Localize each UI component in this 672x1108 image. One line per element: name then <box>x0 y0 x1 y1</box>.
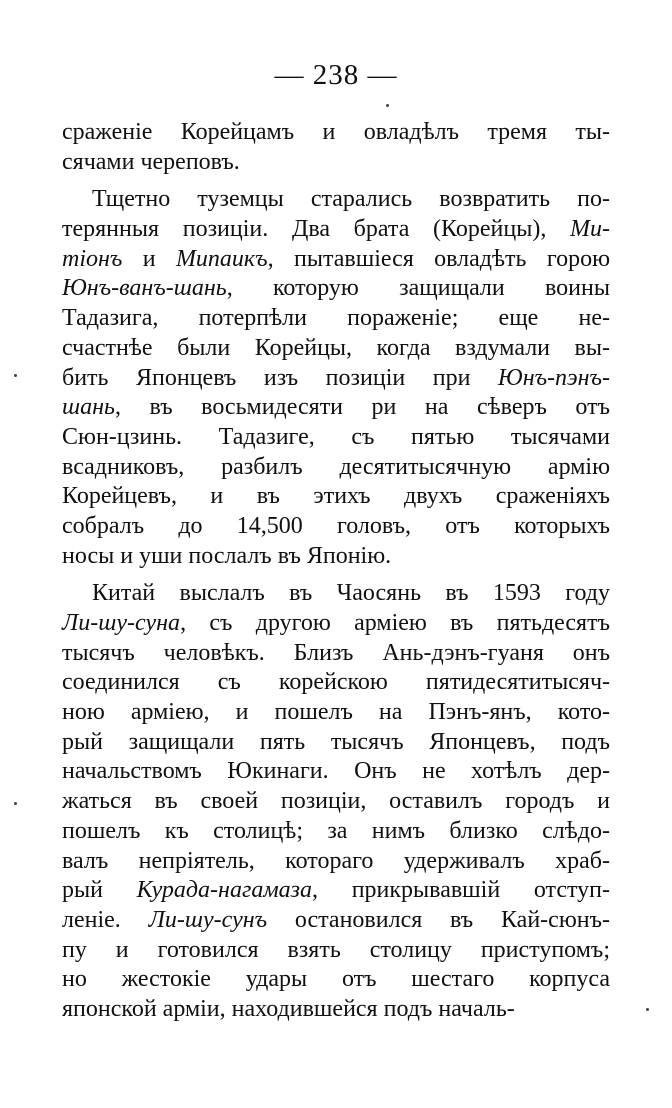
text-line <box>62 876 610 906</box>
text-segment: японской арміи, находившейся подъ началь- <box>62 995 515 1022</box>
text-segment: сячами череповъ. <box>62 148 240 175</box>
text-line <box>62 936 610 966</box>
text-segment: , прикрывавшій отступ- <box>312 877 610 904</box>
text-line <box>62 579 610 609</box>
text-segment: рый <box>62 877 137 904</box>
text-line <box>62 185 610 215</box>
italic-name: Ли-шу-суна <box>62 610 181 636</box>
text-segment: остановился въ Кай-сюнъ- <box>267 906 610 933</box>
text-segment: леніе. <box>62 906 149 933</box>
italic-name: Курада-нагамаза <box>136 877 312 904</box>
text-line <box>62 817 610 847</box>
paragraph <box>62 118 610 177</box>
print-speck <box>646 1008 649 1011</box>
italic-name: тіонъ <box>62 245 123 272</box>
text-segment: носы и уши послалъ въ Японію. <box>62 542 392 569</box>
text-segment: Сюн-цзинь. Тадазиге, съ пятью тысячами <box>62 423 610 450</box>
text-line <box>62 847 610 877</box>
text-line <box>62 334 610 364</box>
text-line <box>62 639 610 669</box>
paragraph <box>62 185 610 571</box>
text-line <box>62 698 610 728</box>
text-segment: валъ непріятель, котораго удерживалъ храб- <box>62 847 610 874</box>
italic-name: Ми- <box>570 216 610 243</box>
text-segment: терянныя позиціи. Два брата (Корейцы), <box>62 216 571 243</box>
text-line <box>62 118 610 148</box>
text-segment: Корейцевъ, и въ этихъ двухъ сраженіяхъ <box>62 483 610 510</box>
italic-name: шань <box>62 394 115 421</box>
text-segment: жаться въ своей позиціи, оставилъ городъ и <box>62 788 610 815</box>
text-segment: счастнѣе были Корейцы, когда вздумали вы- <box>62 334 610 361</box>
text-line <box>62 245 610 275</box>
text-line <box>62 609 610 639</box>
text-line <box>62 542 610 572</box>
print-speck <box>14 802 17 805</box>
text-line <box>62 757 610 787</box>
text-segment: , которую защищали воины <box>226 275 610 302</box>
text-segment: , пытавшіеся овладѣть горою <box>267 245 611 272</box>
text-segment: начальствомъ Юкинаги. Онъ не хотѣлъ дер- <box>62 758 610 785</box>
text-line <box>62 728 610 758</box>
print-speck <box>14 374 17 377</box>
text-segment: сраженіе Корейцамъ и овладѣлъ тремя ты- <box>62 119 610 145</box>
text-line <box>62 148 610 178</box>
italic-name: Юнъ-ванъ-шань <box>62 275 227 302</box>
text-line <box>62 787 610 817</box>
text-line <box>62 995 610 1025</box>
text-segment: Тадазига, потерпѣли пораженіе; еще не- <box>62 305 610 332</box>
text-segment: ною арміею, и пошелъ на Пэнъ-янъ, кото- <box>62 699 610 726</box>
text-segment: тысячъ человѣкъ. Близъ Ань-дэнъ-гуаня онъ <box>62 639 610 666</box>
text-line <box>62 364 610 394</box>
text-line <box>62 423 610 453</box>
text-line <box>62 215 610 245</box>
paragraph-gap <box>62 571 610 579</box>
print-speck <box>386 104 389 107</box>
page-number: — 238 — <box>274 59 398 91</box>
text-line <box>62 393 610 423</box>
body-text <box>62 118 610 1025</box>
text-segment: соединился съ корейскою пятидесятитысяч- <box>62 669 610 696</box>
text-segment: и <box>122 245 176 272</box>
text-line <box>62 668 610 698</box>
text-line <box>62 512 610 542</box>
text-line <box>62 274 610 304</box>
text-segment: рый защищали пять тысячъ Японцевъ, подъ <box>62 728 610 755</box>
text-line <box>62 453 610 483</box>
text-segment: бить Японцевъ изъ позиціи при <box>62 364 498 391</box>
text-segment: пошелъ къ столицѣ; за нимъ близко слѣдо- <box>62 817 610 844</box>
italic-name: Ли-шу-сунъ <box>148 906 268 933</box>
text-segment: но жестокіе удары отъ шестаго корпуса <box>62 966 610 993</box>
text-segment: Китай выслалъ въ Чаосянь въ 1593 году <box>92 580 610 607</box>
text-segment: всадниковъ, разбилъ десятитысячную армію <box>62 453 610 480</box>
italic-name: Мипаикъ <box>175 245 268 272</box>
text-segment: собралъ до 14,500 головъ, отъ которыхъ <box>62 512 610 539</box>
text-line <box>62 965 610 995</box>
paragraph <box>62 579 610 1024</box>
text-segment: пу и готовился взять столицу приступомъ; <box>62 936 610 963</box>
text-line <box>62 906 610 936</box>
text-segment: , съ другою арміею въ пятьдесятъ <box>180 610 610 636</box>
paragraph-gap <box>62 177 610 185</box>
text-line <box>62 304 610 334</box>
text-segment: Тщетно туземцы старались возвратить по- <box>92 186 610 213</box>
text-line <box>62 482 610 512</box>
text-segment: , въ восьмидесяти ри на сѣверъ отъ <box>114 394 610 421</box>
italic-name: Юнъ-пэнъ- <box>497 364 610 391</box>
